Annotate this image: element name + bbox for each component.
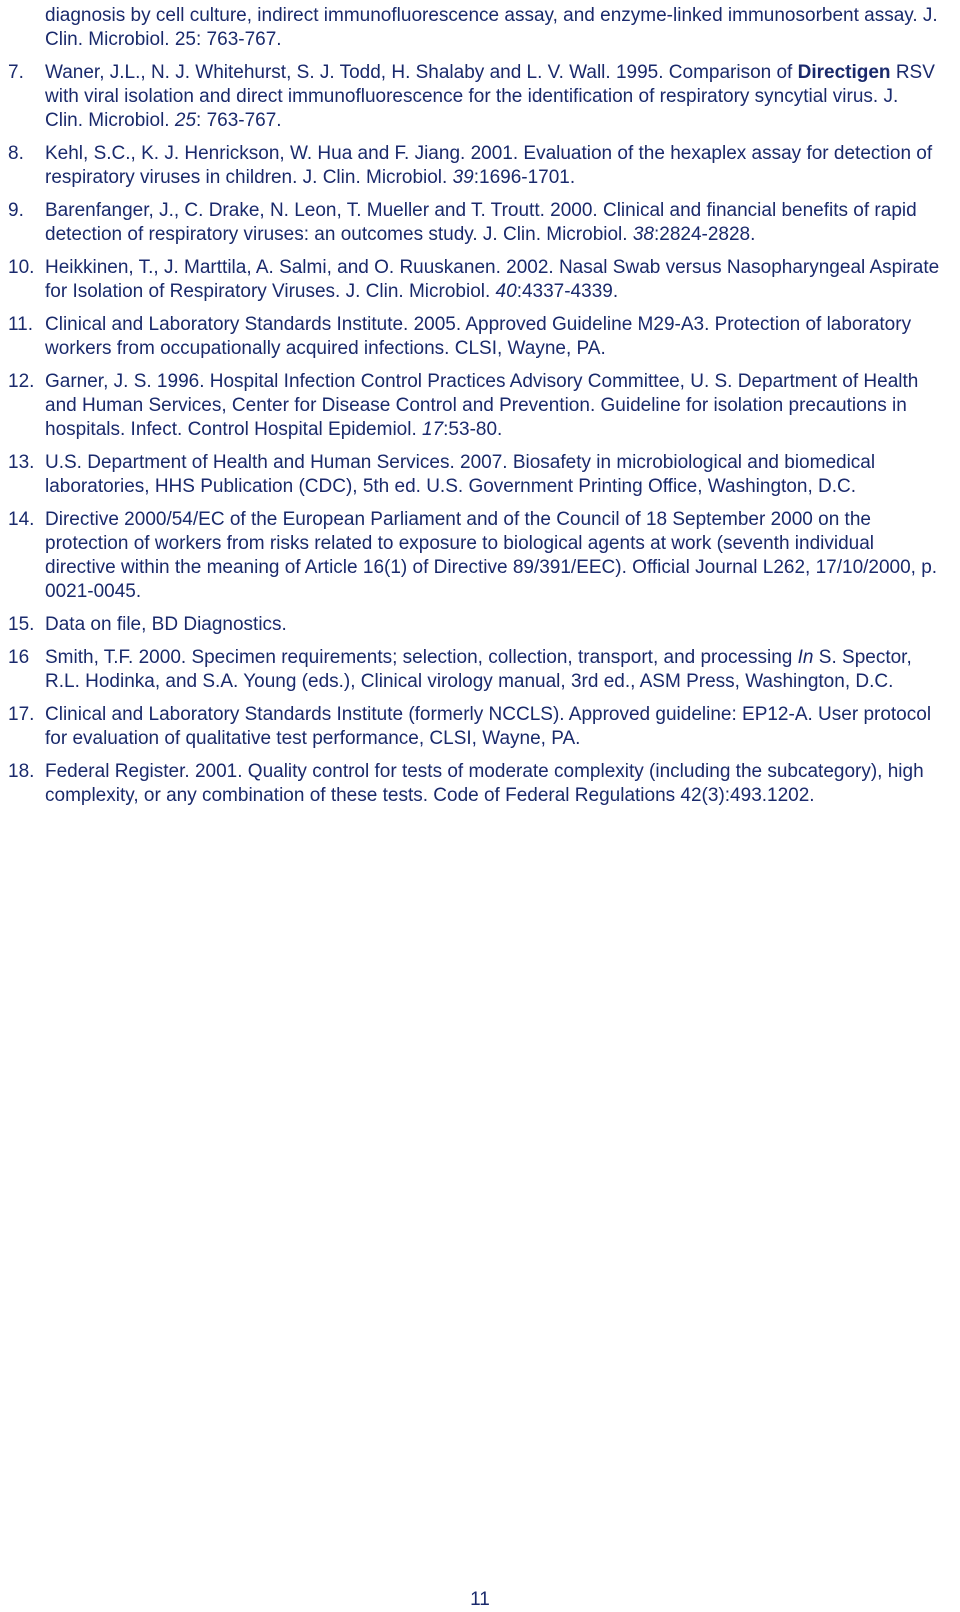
reference-number: 11. — [8, 314, 34, 335]
reference-text — [45, 646, 940, 694]
reference-item — [0, 508, 960, 604]
reference-number: 7. — [8, 62, 24, 83]
reference-number: 9. — [8, 200, 24, 221]
reference-continuation: diagnosis by cell culture, indirect immunofluorescence assay, and enzyme-linked immunosorbent assay. J. Clin. Microbiol. 25: 763-767. — [45, 5, 938, 50]
reference-number: 18. — [8, 761, 35, 782]
reference-item — [0, 256, 960, 304]
volume-number: In — [797, 647, 814, 668]
reference-segment: Directive 2000/54/EC of the European Parliament and of the Council of 18 September 2000 on the protection of workers from risks related to exposure to biological agents at work (seventh individual directive within the meaning of Article 16(1) of Directive 89/391/EEC). Official Journal L262, 17/10/2000, p. 0021-0045. — [45, 509, 938, 602]
reference-segment: Barenfanger, J., C. Drake, N. Leon, T. Mueller and T. Troutt. 2000. Clinical and financial benefits of rapid detection of respiratory viruses: an outcomes study. J. Clin. Microbiol. — [45, 200, 917, 245]
reference-text — [45, 313, 940, 361]
reference-number: 16 — [8, 647, 30, 668]
volume-number: 17 — [422, 419, 444, 440]
volume-number: 25 — [174, 110, 197, 131]
reference-text — [45, 451, 940, 499]
reference-text — [45, 370, 940, 442]
reference-text — [45, 703, 940, 751]
references-page — [0, 4, 960, 817]
reference-number: 12. — [8, 371, 35, 392]
reference-text — [45, 256, 940, 304]
reference-number: 8. — [8, 143, 24, 164]
reference-item — [0, 313, 960, 361]
reference-segment: :4337-4339. — [516, 281, 619, 302]
reference-segment: :2824-2828. — [653, 224, 756, 245]
volume-number: 39 — [452, 167, 474, 188]
reference-item — [0, 61, 960, 133]
reference-item — [0, 760, 960, 808]
reference-segment: Kehl, S.C., K. J. Henrickson, W. Hua and F. Jiang. 2001. Evaluation of the hexaplex assay for detection of respiratory viruses in children. J. Clin. Microbiol. — [45, 143, 933, 188]
reference-segment: RSV with viral isolation and direct immunofluorescence for the identification of respiratory syncytial virus. J. Clin. Microbiol. — [45, 62, 935, 131]
reference-item — [0, 142, 960, 190]
reference-text — [45, 760, 940, 808]
reference-list — [0, 61, 960, 808]
reference-number: 14. — [8, 509, 35, 530]
reference-segment: S. Spector, R.L. Hodinka, and S.A. Young (eds.), Clinical virology manual, 3rd ed., ASM Press, Washington, D.C. — [45, 647, 912, 692]
volume-number: 40 — [495, 281, 517, 302]
reference-text — [45, 199, 940, 247]
reference-item — [0, 703, 960, 751]
product-name: Directigen — [797, 62, 891, 83]
reference-segment: Heikkinen, T., J. Marttila, A. Salmi, and O. Ruuskanen. 2002. Nasal Swab versus Nasopharyngeal Aspirate for Isolation of Respiratory Viruses. J. Clin. Microbiol. — [45, 257, 940, 302]
reference-segment: Garner, J. S. 1996. Hospital Infection Control Practices Advisory Committee, U. S. Department of Health and Human Services, Center for Disease Control and Prevention. Guideline for isolation precautions in hospitals. Infect. Control Hospital Epidemiol. — [45, 371, 919, 440]
volume-number: 38 — [632, 224, 654, 245]
reference-text — [45, 142, 940, 190]
reference-segment: Federal Register. 2001. Quality control for tests of moderate complexity (including the subcategory), high complexity, or any combination of these tests. Code of Federal Regulations 42(3):493.1202. — [45, 761, 924, 806]
reference-item — [0, 646, 960, 694]
reference-segment: :53-80. — [443, 419, 503, 440]
reference-number: 13. — [8, 452, 35, 473]
reference-number: 10. — [8, 257, 35, 278]
reference-text — [45, 61, 940, 133]
reference-item — [0, 199, 960, 247]
reference-segment: : 763-767. — [196, 110, 282, 131]
reference-number: 15. — [8, 614, 35, 635]
reference-text — [45, 508, 940, 604]
reference-segment: Smith, T.F. 2000. Specimen requirements; selection, collection, transport, and processing — [45, 647, 798, 668]
reference-segment: :1696-1701. — [473, 167, 576, 188]
reference-item — [0, 451, 960, 499]
reference-segment: Waner, J.L., N. J. Whitehurst, S. J. Todd, H. Shalaby and L. V. Wall. 1995. Comparison of — [45, 62, 798, 83]
reference-item — [0, 370, 960, 442]
reference-text — [45, 613, 940, 637]
page-number: 11 — [470, 1589, 490, 1610]
reference-segment: Data on file, BD Diagnostics. — [45, 614, 287, 635]
reference-item — [0, 613, 960, 637]
reference-segment: U.S. Department of Health and Human Services. 2007. Biosafety in microbiological and biomedical laboratories, HHS Publication (CDC), 5th ed. U.S. Government Printing Office, Washington, D.C. — [45, 452, 876, 497]
reference-segment: Clinical and Laboratory Standards Institute. 2005. Approved Guideline M29-A3. Protection of laboratory workers from occupationally acquired infections. CLSI, Wayne, PA. — [45, 314, 912, 359]
reference-number: 17. — [8, 704, 35, 725]
reference-segment: Clinical and Laboratory Standards Institute (formerly NCCLS). Approved guideline: EP12-A. User protocol for evaluation of qualitative test performance, CLSI, Wayne, PA. — [45, 704, 932, 749]
